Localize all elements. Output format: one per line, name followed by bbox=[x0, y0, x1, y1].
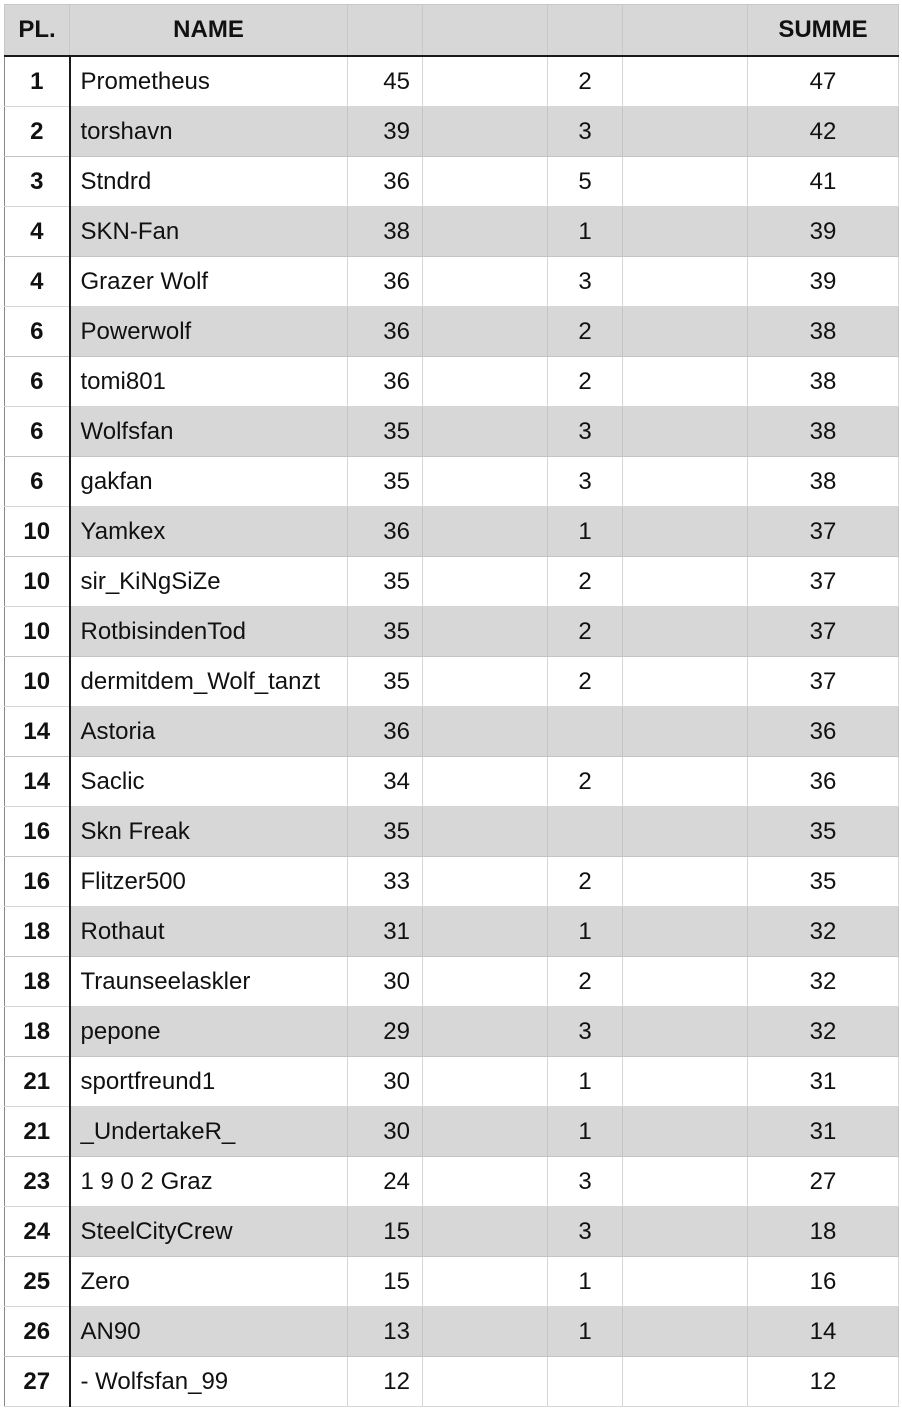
table-row bbox=[5, 757, 899, 807]
header-sum: SUMME bbox=[748, 5, 899, 57]
col-b-cell bbox=[423, 757, 548, 807]
sum-cell: 38 bbox=[748, 407, 899, 457]
place-cell: 10 bbox=[5, 557, 70, 607]
points-c-cell: 2 bbox=[548, 557, 623, 607]
points-a-cell: 24 bbox=[348, 1157, 423, 1207]
table-row bbox=[5, 357, 899, 407]
table-row bbox=[5, 1307, 899, 1357]
col-b-cell bbox=[423, 507, 548, 557]
points-a-cell: 38 bbox=[348, 207, 423, 257]
place-cell: 25 bbox=[5, 1257, 70, 1307]
place-cell: 16 bbox=[5, 857, 70, 907]
place-cell: 16 bbox=[5, 807, 70, 857]
place-cell: 10 bbox=[5, 507, 70, 557]
points-c-cell: 1 bbox=[548, 907, 623, 957]
standings-table bbox=[4, 4, 899, 1407]
name-cell: RotbisindenTod bbox=[70, 607, 348, 657]
points-a-cell: 35 bbox=[348, 457, 423, 507]
place-cell: 21 bbox=[5, 1057, 70, 1107]
points-a-cell: 34 bbox=[348, 757, 423, 807]
points-c-cell: 2 bbox=[548, 957, 623, 1007]
sum-cell: 31 bbox=[748, 1057, 899, 1107]
table-row bbox=[5, 107, 899, 157]
table-row bbox=[5, 657, 899, 707]
sum-cell: 37 bbox=[748, 557, 899, 607]
name-cell: Powerwolf bbox=[70, 307, 348, 357]
col-d-cell bbox=[623, 1007, 748, 1057]
place-cell: 4 bbox=[5, 257, 70, 307]
sum-cell: 35 bbox=[748, 857, 899, 907]
header-row bbox=[5, 5, 899, 57]
points-a-cell: 45 bbox=[348, 56, 423, 107]
sum-cell: 32 bbox=[748, 957, 899, 1007]
table-body bbox=[5, 56, 899, 1407]
name-cell: Yamkex bbox=[70, 507, 348, 557]
col-d-cell bbox=[623, 1307, 748, 1357]
name-cell: sportfreund1 bbox=[70, 1057, 348, 1107]
points-c-cell: 2 bbox=[548, 307, 623, 357]
name-cell: _UndertakeR_ bbox=[70, 1107, 348, 1157]
place-cell: 14 bbox=[5, 757, 70, 807]
points-c-cell: 1 bbox=[548, 1107, 623, 1157]
sum-cell: 37 bbox=[748, 657, 899, 707]
col-b-cell bbox=[423, 307, 548, 357]
sum-cell: 37 bbox=[748, 607, 899, 657]
col-d-cell bbox=[623, 857, 748, 907]
name-cell: Flitzer500 bbox=[70, 857, 348, 907]
name-cell: Skn Freak bbox=[70, 807, 348, 857]
points-a-cell: 35 bbox=[348, 407, 423, 457]
place-cell: 6 bbox=[5, 307, 70, 357]
col-b-cell bbox=[423, 157, 548, 207]
points-c-cell bbox=[548, 707, 623, 757]
col-d-cell bbox=[623, 257, 748, 307]
col-b-cell bbox=[423, 1357, 548, 1407]
name-cell: Grazer Wolf bbox=[70, 257, 348, 307]
col-d-cell bbox=[623, 1257, 748, 1307]
header-col-a bbox=[348, 5, 423, 57]
place-cell: 18 bbox=[5, 957, 70, 1007]
place-cell: 14 bbox=[5, 707, 70, 757]
col-b-cell bbox=[423, 107, 548, 157]
points-a-cell: 30 bbox=[348, 1057, 423, 1107]
points-c-cell: 3 bbox=[548, 407, 623, 457]
points-a-cell: 15 bbox=[348, 1257, 423, 1307]
sum-cell: 47 bbox=[748, 56, 899, 107]
table-row bbox=[5, 857, 899, 907]
place-cell: 18 bbox=[5, 1007, 70, 1057]
col-b-cell bbox=[423, 357, 548, 407]
col-b-cell bbox=[423, 257, 548, 307]
points-a-cell: 30 bbox=[348, 1107, 423, 1157]
place-cell: 10 bbox=[5, 657, 70, 707]
points-a-cell: 35 bbox=[348, 607, 423, 657]
col-d-cell bbox=[623, 56, 748, 107]
name-cell: dermitdem_Wolf_tanzt bbox=[70, 657, 348, 707]
name-cell: sir_KiNgSiZe bbox=[70, 557, 348, 607]
col-d-cell bbox=[623, 1357, 748, 1407]
name-cell: Zero bbox=[70, 1257, 348, 1307]
col-b-cell bbox=[423, 807, 548, 857]
col-b-cell bbox=[423, 857, 548, 907]
table-row bbox=[5, 557, 899, 607]
place-cell: 21 bbox=[5, 1107, 70, 1157]
place-cell: 18 bbox=[5, 907, 70, 957]
name-cell: Wolfsfan bbox=[70, 407, 348, 457]
sum-cell: 35 bbox=[748, 807, 899, 857]
name-cell: SteelCityCrew bbox=[70, 1207, 348, 1257]
col-b-cell bbox=[423, 907, 548, 957]
points-a-cell: 12 bbox=[348, 1357, 423, 1407]
table-row bbox=[5, 1057, 899, 1107]
points-a-cell: 36 bbox=[348, 707, 423, 757]
sum-cell: 27 bbox=[748, 1157, 899, 1207]
place-cell: 10 bbox=[5, 607, 70, 657]
name-cell: tomi801 bbox=[70, 357, 348, 407]
col-d-cell bbox=[623, 107, 748, 157]
table-row bbox=[5, 457, 899, 507]
col-b-cell bbox=[423, 56, 548, 107]
col-d-cell bbox=[623, 307, 748, 357]
table-row bbox=[5, 157, 899, 207]
sum-cell: 32 bbox=[748, 907, 899, 957]
points-a-cell: 36 bbox=[348, 257, 423, 307]
col-b-cell bbox=[423, 557, 548, 607]
name-cell: torshavn bbox=[70, 107, 348, 157]
name-cell: - Wolfsfan_99 bbox=[70, 1357, 348, 1407]
table-row bbox=[5, 257, 899, 307]
sum-cell: 39 bbox=[748, 207, 899, 257]
place-cell: 24 bbox=[5, 1207, 70, 1257]
place-cell: 23 bbox=[5, 1157, 70, 1207]
table-row bbox=[5, 207, 899, 257]
col-d-cell bbox=[623, 557, 748, 607]
sum-cell: 37 bbox=[748, 507, 899, 557]
col-b-cell bbox=[423, 1057, 548, 1107]
points-c-cell: 1 bbox=[548, 207, 623, 257]
col-b-cell bbox=[423, 1107, 548, 1157]
points-c-cell: 3 bbox=[548, 107, 623, 157]
table-row bbox=[5, 1357, 899, 1407]
col-d-cell bbox=[623, 957, 748, 1007]
points-a-cell: 36 bbox=[348, 307, 423, 357]
col-d-cell bbox=[623, 807, 748, 857]
standings-table-container bbox=[4, 4, 898, 1407]
table-row bbox=[5, 1257, 899, 1307]
name-cell: 1 9 0 2 Graz bbox=[70, 1157, 348, 1207]
sum-cell: 18 bbox=[748, 1207, 899, 1257]
name-cell: Stndrd bbox=[70, 157, 348, 207]
sum-cell: 14 bbox=[748, 1307, 899, 1357]
header-name: NAME bbox=[70, 5, 348, 57]
name-cell: Astoria bbox=[70, 707, 348, 757]
col-d-cell bbox=[623, 907, 748, 957]
table-row bbox=[5, 1107, 899, 1157]
table-row bbox=[5, 607, 899, 657]
points-c-cell bbox=[548, 1357, 623, 1407]
col-b-cell bbox=[423, 207, 548, 257]
points-c-cell: 1 bbox=[548, 1307, 623, 1357]
points-c-cell bbox=[548, 807, 623, 857]
name-cell: pepone bbox=[70, 1007, 348, 1057]
table-row bbox=[5, 1207, 899, 1257]
table-row bbox=[5, 507, 899, 557]
place-cell: 3 bbox=[5, 157, 70, 207]
points-c-cell: 1 bbox=[548, 507, 623, 557]
points-c-cell: 3 bbox=[548, 1157, 623, 1207]
name-cell: Saclic bbox=[70, 757, 348, 807]
col-d-cell bbox=[623, 657, 748, 707]
col-b-cell bbox=[423, 707, 548, 757]
points-c-cell: 2 bbox=[548, 757, 623, 807]
col-b-cell bbox=[423, 1257, 548, 1307]
table-row bbox=[5, 56, 899, 107]
col-d-cell bbox=[623, 757, 748, 807]
col-b-cell bbox=[423, 657, 548, 707]
sum-cell: 38 bbox=[748, 357, 899, 407]
col-d-cell bbox=[623, 207, 748, 257]
col-d-cell bbox=[623, 607, 748, 657]
place-cell: 6 bbox=[5, 407, 70, 457]
col-d-cell bbox=[623, 1207, 748, 1257]
col-d-cell bbox=[623, 707, 748, 757]
place-cell: 27 bbox=[5, 1357, 70, 1407]
points-a-cell: 35 bbox=[348, 807, 423, 857]
points-c-cell: 2 bbox=[548, 657, 623, 707]
sum-cell: 38 bbox=[748, 307, 899, 357]
sum-cell: 31 bbox=[748, 1107, 899, 1157]
points-a-cell: 15 bbox=[348, 1207, 423, 1257]
points-a-cell: 35 bbox=[348, 657, 423, 707]
table-row bbox=[5, 307, 899, 357]
sum-cell: 36 bbox=[748, 757, 899, 807]
points-c-cell: 3 bbox=[548, 257, 623, 307]
points-c-cell: 5 bbox=[548, 157, 623, 207]
table-row bbox=[5, 1007, 899, 1057]
col-d-cell bbox=[623, 457, 748, 507]
table-row bbox=[5, 1157, 899, 1207]
table-row bbox=[5, 807, 899, 857]
name-cell: Prometheus bbox=[70, 56, 348, 107]
points-c-cell: 3 bbox=[548, 1007, 623, 1057]
table-row bbox=[5, 707, 899, 757]
header-place: PL. bbox=[5, 5, 70, 57]
place-cell: 6 bbox=[5, 357, 70, 407]
points-a-cell: 35 bbox=[348, 557, 423, 607]
table-row bbox=[5, 407, 899, 457]
col-d-cell bbox=[623, 407, 748, 457]
sum-cell: 41 bbox=[748, 157, 899, 207]
table-row bbox=[5, 907, 899, 957]
place-cell: 1 bbox=[5, 56, 70, 107]
points-c-cell: 2 bbox=[548, 56, 623, 107]
header-col-c bbox=[548, 5, 623, 57]
points-c-cell: 2 bbox=[548, 857, 623, 907]
name-cell: SKN-Fan bbox=[70, 207, 348, 257]
sum-cell: 36 bbox=[748, 707, 899, 757]
header-col-d bbox=[623, 5, 748, 57]
sum-cell: 32 bbox=[748, 1007, 899, 1057]
place-cell: 4 bbox=[5, 207, 70, 257]
col-d-cell bbox=[623, 507, 748, 557]
points-a-cell: 31 bbox=[348, 907, 423, 957]
col-b-cell bbox=[423, 1207, 548, 1257]
col-b-cell bbox=[423, 607, 548, 657]
sum-cell: 12 bbox=[748, 1357, 899, 1407]
points-c-cell: 1 bbox=[548, 1257, 623, 1307]
points-c-cell: 2 bbox=[548, 607, 623, 657]
col-b-cell bbox=[423, 1007, 548, 1057]
sum-cell: 42 bbox=[748, 107, 899, 157]
points-a-cell: 36 bbox=[348, 357, 423, 407]
points-a-cell: 29 bbox=[348, 1007, 423, 1057]
table-row bbox=[5, 957, 899, 1007]
name-cell: AN90 bbox=[70, 1307, 348, 1357]
col-b-cell bbox=[423, 1307, 548, 1357]
points-a-cell: 36 bbox=[348, 507, 423, 557]
points-c-cell: 2 bbox=[548, 357, 623, 407]
points-a-cell: 33 bbox=[348, 857, 423, 907]
sum-cell: 38 bbox=[748, 457, 899, 507]
points-a-cell: 36 bbox=[348, 157, 423, 207]
col-b-cell bbox=[423, 407, 548, 457]
points-c-cell: 3 bbox=[548, 1207, 623, 1257]
name-cell: Traunseelaskler bbox=[70, 957, 348, 1007]
col-b-cell bbox=[423, 957, 548, 1007]
name-cell: Rothaut bbox=[70, 907, 348, 957]
col-b-cell bbox=[423, 1157, 548, 1207]
points-c-cell: 1 bbox=[548, 1057, 623, 1107]
place-cell: 26 bbox=[5, 1307, 70, 1357]
place-cell: 6 bbox=[5, 457, 70, 507]
col-d-cell bbox=[623, 157, 748, 207]
points-a-cell: 39 bbox=[348, 107, 423, 157]
table-header bbox=[5, 5, 899, 57]
col-d-cell bbox=[623, 1157, 748, 1207]
place-cell: 2 bbox=[5, 107, 70, 157]
col-b-cell bbox=[423, 457, 548, 507]
points-a-cell: 13 bbox=[348, 1307, 423, 1357]
name-cell: gakfan bbox=[70, 457, 348, 507]
col-d-cell bbox=[623, 1107, 748, 1157]
header-col-b bbox=[423, 5, 548, 57]
sum-cell: 39 bbox=[748, 257, 899, 307]
points-a-cell: 30 bbox=[348, 957, 423, 1007]
col-d-cell bbox=[623, 1057, 748, 1107]
points-c-cell: 3 bbox=[548, 457, 623, 507]
col-d-cell bbox=[623, 357, 748, 407]
sum-cell: 16 bbox=[748, 1257, 899, 1307]
